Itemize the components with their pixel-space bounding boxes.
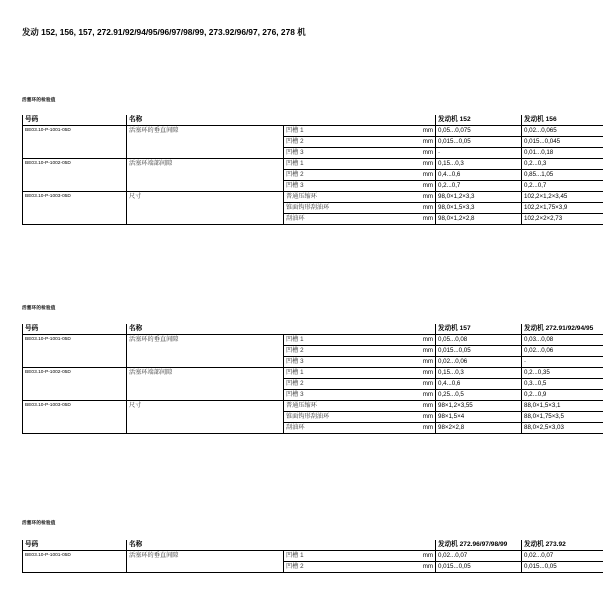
table-row <box>23 192 603 203</box>
cell-value-2: 0,2...0,3 <box>522 159 603 170</box>
cell-name: 尺寸 <box>127 401 284 434</box>
cell-part: 凹槽 2 <box>284 346 346 357</box>
cell-unit: mm <box>346 170 436 181</box>
cell-value-2: 0,015...0,05 <box>522 562 603 573</box>
cell-code: BE03.10-P-1001-05D <box>23 551 127 573</box>
header-engine-1: 发动机 272.96/97/98/99 <box>436 540 522 551</box>
cell-unit: mm <box>346 203 436 214</box>
table-row <box>23 159 603 170</box>
table-row <box>23 126 603 137</box>
cell-value-2: 0,01...0,18 <box>522 148 603 159</box>
document-title: 发动 152, 156, 157, 272.91/92/94/95/96/97/98/99, 273.92/96/97, 276, 278 机 <box>22 27 306 37</box>
cell-value-1: 0,015...0,05 <box>436 137 522 148</box>
cell-value-2: 88,0×2,5×3,03 <box>522 423 603 434</box>
cell-part: 凹槽 3 <box>284 148 346 159</box>
header-blank <box>346 115 436 126</box>
section-label: 活塞环的检验值 <box>22 520 56 525</box>
header-engine-1: 发动机 157 <box>436 324 522 335</box>
cell-value-1: - <box>436 148 522 159</box>
cell-part: 凹槽 2 <box>284 379 346 390</box>
section-label: 活塞环的检验值 <box>22 97 56 102</box>
header-blank <box>346 324 436 335</box>
cell-value-1: 98×1,5×4 <box>436 412 522 423</box>
cell-unit: mm <box>346 551 436 562</box>
cell-unit: mm <box>346 412 436 423</box>
spec-table <box>22 115 603 225</box>
cell-unit: mm <box>346 368 436 379</box>
cell-value-1: 0,25...0,5 <box>436 390 522 401</box>
header-blank <box>346 540 436 551</box>
cell-value-2: - <box>522 357 603 368</box>
cell-part: 凹槽 2 <box>284 170 346 181</box>
table-header <box>23 324 603 335</box>
cell-value-1: 98,0×1,5×3,3 <box>436 203 522 214</box>
header-name: 名称 <box>127 115 284 126</box>
header-engine-2: 发动机 273.92 <box>522 540 603 551</box>
table-row <box>23 368 603 379</box>
cell-value-1: 0,015...0,05 <box>436 346 522 357</box>
cell-value-1: 98,0×1,2×3,3 <box>436 192 522 203</box>
cell-value-2: 0,02...0,065 <box>522 126 603 137</box>
header-code: 号码 <box>23 115 127 126</box>
cell-value-1: 0,4...0,6 <box>436 379 522 390</box>
cell-value-1: 98×1,2×3,55 <box>436 401 522 412</box>
cell-name: 活塞环端部间隙 <box>127 159 284 192</box>
cell-name: 活塞环端部间隙 <box>127 368 284 401</box>
cell-value-2: 102,2×1,2×3,45 <box>522 192 603 203</box>
cell-value-1: 0,15...0,3 <box>436 368 522 379</box>
cell-unit: mm <box>346 192 436 203</box>
table-row <box>23 401 603 412</box>
header-blank <box>284 324 346 335</box>
cell-value-1: 0,05...0,075 <box>436 126 522 137</box>
header-code: 号码 <box>23 540 127 551</box>
cell-value-1: 98,0×1,2×2,8 <box>436 214 522 225</box>
cell-unit: mm <box>346 126 436 137</box>
cell-part: 普通压缩环 <box>284 192 346 203</box>
cell-unit: mm <box>346 346 436 357</box>
cell-unit: mm <box>346 357 436 368</box>
spec-table <box>22 540 603 573</box>
cell-value-1: 0,05...0,08 <box>436 335 522 346</box>
header-engine-1: 发动机 152 <box>436 115 522 126</box>
cell-value-1: 0,4...0,6 <box>436 170 522 181</box>
cell-name: 活塞环的垂直间隙 <box>127 335 284 368</box>
cell-code: BE03.10-P-1001-05D <box>23 335 127 368</box>
table-header <box>23 540 603 551</box>
cell-value-2: 0,03...0,08 <box>522 335 603 346</box>
cell-value-2: 0,02...0,06 <box>522 346 603 357</box>
cell-value-2: 0,3...0,5 <box>522 379 603 390</box>
cell-part: 凹槽 1 <box>284 368 346 379</box>
cell-value-1: 0,015...0,05 <box>436 562 522 573</box>
cell-value-1: 0,02...0,06 <box>436 357 522 368</box>
cell-part: 锥面钩形刮油环 <box>284 203 346 214</box>
header-engine-2: 发动机 272.91/92/94/95 <box>522 324 603 335</box>
section-label: 活塞环的检验值 <box>22 305 56 310</box>
cell-value-2: 0,85...1,05 <box>522 170 603 181</box>
cell-unit: mm <box>346 148 436 159</box>
cell-value-2: 102,2×1,75×3,9 <box>522 203 603 214</box>
cell-value-2: 0,02...0,07 <box>522 551 603 562</box>
header-name: 名称 <box>127 324 284 335</box>
cell-code: BE03.10-P-1001-05D <box>23 126 127 159</box>
cell-unit: mm <box>346 390 436 401</box>
cell-part: 凹槽 1 <box>284 335 346 346</box>
cell-code: BE03.10-P-1002-05D <box>23 159 127 192</box>
cell-part: 锥面钩形刮油环 <box>284 412 346 423</box>
cell-unit: mm <box>346 181 436 192</box>
cell-value-2: 88,0×1,5×3,1 <box>522 401 603 412</box>
cell-value-2: 0,2...0,35 <box>522 368 603 379</box>
cell-value-1: 0,2...0,7 <box>436 181 522 192</box>
cell-unit: mm <box>346 159 436 170</box>
cell-unit: mm <box>346 214 436 225</box>
cell-unit: mm <box>346 137 436 148</box>
cell-value-2: 88,0×1,75×3,5 <box>522 412 603 423</box>
cell-part: 凹槽 2 <box>284 137 346 148</box>
cell-part: 刮油环 <box>284 423 346 434</box>
cell-part: 凹槽 2 <box>284 562 346 573</box>
cell-value-2: 0,015...0,045 <box>522 137 603 148</box>
cell-value-2: 0,2...0,7 <box>522 181 603 192</box>
cell-unit: mm <box>346 562 436 573</box>
cell-name: 尺寸 <box>127 192 284 225</box>
cell-code: BE03.10-P-1003-05D <box>23 192 127 225</box>
cell-name: 活塞环的垂直间隙 <box>127 126 284 159</box>
table-row <box>23 551 603 562</box>
header-blank <box>284 115 346 126</box>
cell-part: 凹槽 1 <box>284 126 346 137</box>
spec-table <box>22 324 603 434</box>
cell-value-2: 0,2...0,9 <box>522 390 603 401</box>
cell-unit: mm <box>346 379 436 390</box>
cell-unit: mm <box>346 335 436 346</box>
cell-part: 凹槽 1 <box>284 159 346 170</box>
cell-part: 凹槽 1 <box>284 551 346 562</box>
cell-code: BE03.10-P-1003-05D <box>23 401 127 434</box>
table-header <box>23 115 603 126</box>
cell-code: BE03.10-P-1002-05D <box>23 368 127 401</box>
header-engine-2: 发动机 156 <box>522 115 603 126</box>
table-row <box>23 335 603 346</box>
header-blank <box>284 540 346 551</box>
header-name: 名称 <box>127 540 284 551</box>
cell-part: 凹槽 3 <box>284 181 346 192</box>
cell-part: 普通压缩环 <box>284 401 346 412</box>
cell-part: 凹槽 3 <box>284 390 346 401</box>
cell-unit: mm <box>346 401 436 412</box>
header-code: 号码 <box>23 324 127 335</box>
cell-part: 凹槽 3 <box>284 357 346 368</box>
cell-name: 活塞环的垂直间隙 <box>127 551 284 573</box>
cell-value-1: 0,15...0,3 <box>436 159 522 170</box>
cell-value-1: 0,02...0,07 <box>436 551 522 562</box>
cell-value-2: 102,2×2×2,73 <box>522 214 603 225</box>
cell-value-1: 98×2×2,8 <box>436 423 522 434</box>
cell-part: 刮油环 <box>284 214 346 225</box>
cell-unit: mm <box>346 423 436 434</box>
